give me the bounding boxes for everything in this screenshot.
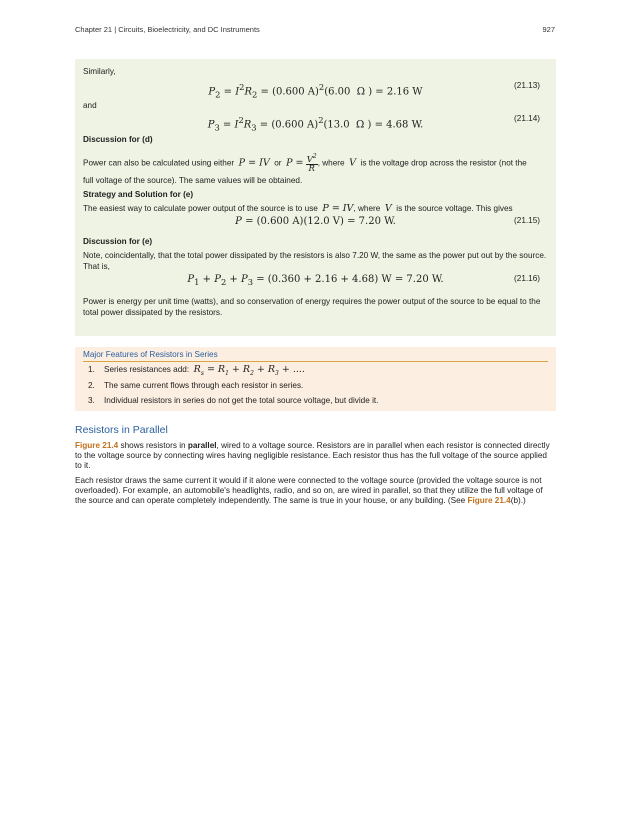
section-heading: Resistors in Parallel [75,424,168,436]
example-box [75,59,556,336]
equation-number: (21.16) [514,274,540,284]
equation-number: (21.13) [514,80,540,90]
equation-21-16: $P_1 + P_2 + P_3 = (0.360 + 2.16 + 4.68) W = 7.20$ W. (21.16) [187,274,540,288]
equation-21-14: $P_3 = I^2R_3 = (0.600$ A)$^2$(13.0 Ω ) = 4.68 W. (21.14) [207,114,540,133]
list-item: 1. Series resistances add: $R_s = R_1 + R_2 + R_3$ + .... [88,364,305,377]
discussion-d-text-cont: full voltage of the source). The same values will be obtained. [83,176,303,186]
features-divider [83,361,548,362]
features-title: Major Features of Resistors in Series [83,350,218,359]
figure-link[interactable]: Figure 21.4 [75,441,119,450]
series-resistance-formula: $R_s = R_1 + R_2 + R_3$ + .... [193,364,305,377]
page-number: 927 [542,25,555,34]
figure-link[interactable]: Figure 21.4 [467,496,511,506]
and-text: and [83,100,97,110]
strategy-e-heading: Strategy and Solution for (e) [83,189,194,199]
discussion-d-text: Power can also be calculated using either P = IV or P = $\frac{V^2}{R}$ , where V is the voltage drop across the resistor (not the [83,152,527,175]
discussion-e-heading: Discussion for (e) [83,236,153,246]
similarly-text: Similarly, [83,67,116,76]
list-item: 3. Individual resistors in series do not get the total source voltage, but divide it. [88,396,379,405]
equation-21-15: P = (0.600 A)(12.0 V) = 7.20 W. (21.15) [235,215,540,227]
paragraph-parallel-intro: Figure 21.4 shows resistors in parallel, wired to a voltage source. Resistors are in parallel when each resistor is connected directly to the voltage source by connecting wires having negligible resistance. Each resistor thus has the full voltage of the source applied to it. [75,441,550,471]
discussion-e-text: Note, coincidentally, that the total power dissipated by the resistors is also 7.20 W, the same as the power put out by the source. That is, [83,251,547,271]
strategy-e-text: The easiest way to calculate power output of the source is to use P = IV, where V is the source voltage. This gives [83,203,513,215]
v-squared-over-r-fraction: $\frac{V^2}{R}$ [306,152,317,175]
discussion-d-heading: Discussion for (d) [83,135,153,144]
conclusion-text: Power is energy per unit time (watts), and so conservation of energy requires the power output of the source to be equal to the total power dissipated by the resistors. [83,297,541,317]
major-features-box [75,347,556,411]
list-item: 2. The same current flows through each resistor in series. [88,381,304,390]
equation-number: (21.15) [514,215,540,225]
running-header-chapter: Chapter 21 | Circuits, Bioelectricity, and DC Instruments [75,25,260,34]
equation-21-13: $P_2 = I^2R_2 = (0.600$ A)$^2$(6.00 Ω ) = 2.16 W (21.13) [208,80,540,99]
equation-number: (21.14) [514,114,540,123]
paragraph-parallel-current: Each resistor draws the same current it would if it alone were connected to the voltage source (provided the voltage source is not overloaded). For example, an automobile's headlights, radio, and so on, are wired in parallel, so that they utilize the full voltage of the source and can operate completely independently. The same is true in your house, or any building. (See Figure 21.4(b).) [75,476,543,506]
